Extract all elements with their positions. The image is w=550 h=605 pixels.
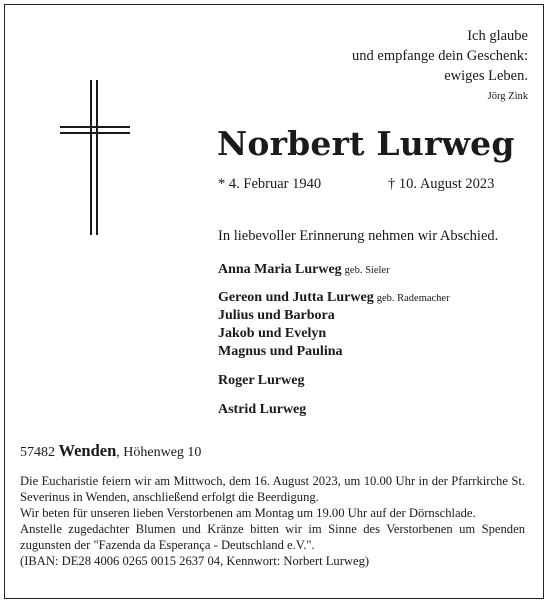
donation-paragraph: Anstelle zugedachter Blumen und Kränze bitten wir im Sinne des Verstorbenen um Spenden zugunsten der "Fazenda da Esperança - Deutschland e.V.".: [20, 521, 525, 552]
family-address: [20, 441, 201, 461]
mourner-note: geb. Sieler: [344, 265, 390, 276]
address-city: Wenden: [58, 441, 117, 460]
address-street: , Höhenweg 10: [116, 445, 202, 460]
service-paragraph: Die Eucharistie feiern wir am Mittwoch, dem 16. August 2023, um 10.00 Uhr in der Pfarrkirche St. Severinus in Wenden, anschließend erfolgt die Beerdigung.: [20, 474, 525, 504]
mourner-entry: [218, 326, 326, 342]
mourner-name: Magnus und Paulina: [218, 344, 343, 359]
mourner-entry: [218, 308, 335, 324]
address-postcode: 57482: [20, 445, 55, 460]
mourner-note: geb. Rademacher: [376, 293, 450, 304]
mourner-entry: [218, 290, 450, 306]
iban-line: (IBAN: DE28 4006 0265 0015 2637 04, Kennwort: Norbert Lurweg): [20, 553, 370, 568]
mourner-entry: [218, 402, 306, 418]
birth-date: * 4. Februar 1940: [218, 176, 322, 192]
mourner-name: Julius und Barbora: [218, 308, 335, 323]
mourner-entry: [218, 373, 304, 389]
cross-icon: [60, 80, 130, 235]
quote-block: [352, 26, 528, 104]
quote-line: und empfange dein Geschenk:: [352, 48, 528, 64]
mourner-entry: [218, 262, 390, 278]
deceased-name: Norbert Lurweg: [217, 124, 515, 163]
service-details: [20, 474, 525, 569]
mourner-name: Gereon und Jutta Lurweg: [218, 290, 374, 305]
prayer-paragraph: Wir beten für unseren lieben Verstorbenen am Montag um 19.00 Uhr auf der Dörnschlade.: [20, 505, 476, 520]
quote-line: Ich glaube: [467, 28, 528, 44]
mourner-name: Anna Maria Lurweg: [218, 262, 342, 277]
mourner-entry: [218, 344, 343, 360]
life-dates: [218, 176, 495, 193]
mourner-name: Roger Lurweg: [218, 373, 305, 388]
quote-line: ewiges Leben.: [444, 68, 528, 84]
mourner-name: Astrid Lurweg: [218, 402, 307, 417]
mourner-name: Jakob und Evelyn: [218, 326, 327, 341]
farewell-line: In liebevoller Erinnerung nehmen wir Abschied.: [218, 228, 499, 244]
death-date: † 10. August 2023: [388, 176, 495, 192]
quote-author: Jörg Zink: [487, 91, 528, 102]
